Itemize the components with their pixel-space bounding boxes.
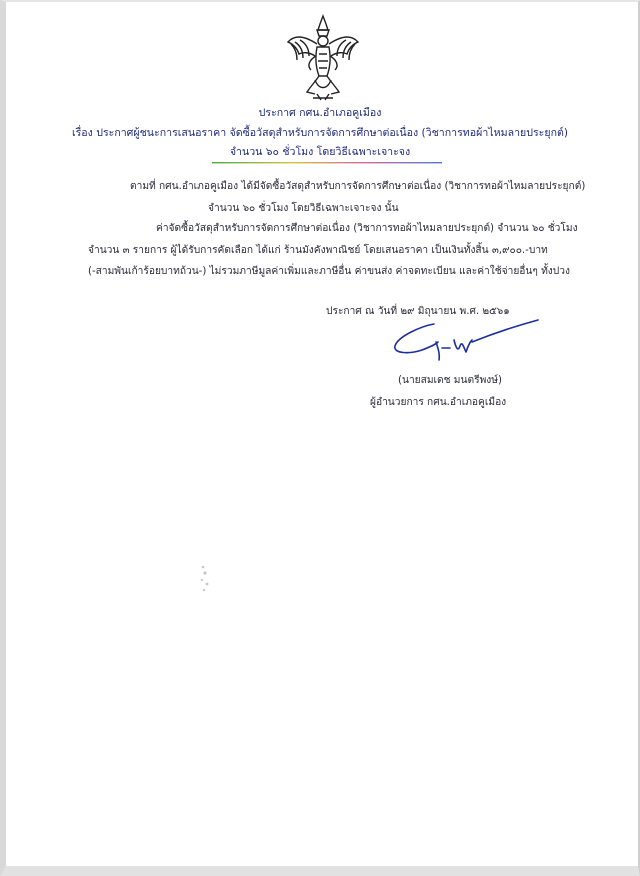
announcement-date: ประกาศ ณ วันที่ ๒๙ มิถุนายน พ.ศ. ๒๕๖๑ bbox=[326, 306, 510, 317]
decorative-divider bbox=[212, 161, 442, 165]
body-line-4: จำนวน ๓ รายการ ผู้ได้รับการคัดเลือก ได้แก่ ร้านมังคังพาณิชย์ โดยเสนอราคา เป็นเงินทั้งสิ้น ๓,๙๐๐.-บาท bbox=[88, 245, 548, 256]
body-line-1: ตามที่ กศน.อำเภอคูเมือง ได้มีจัดซื้อวัสดุสำหรับการจัดการศึกษาต่อเนื่อง (วิชาการทอผ้าไหมลายประยุกต์) bbox=[130, 181, 586, 192]
announcement-title: ประกาศ กศน.อำเภอคูเมือง bbox=[258, 107, 382, 119]
signatory-name: (นายสมเดช มนตรีพงษ์) bbox=[398, 375, 502, 386]
body-line-3: ค่าจัดซื้อวัสดุสำหรับการจัดการศึกษาต่อเนื่อง (วิชาการทอผ้าไหมลายประยุกต์) จำนวน ๖๐ ชั่วโมง bbox=[156, 223, 578, 234]
handwritten-signature bbox=[392, 318, 542, 364]
body-line-5: (-สามพันเก้าร้อยบาทถ้วน-) ไม่รวมภาษีมูลค่าเพิ่มและภาษีอื่น ค่าขนส่ง ค่าจดทะเบียน และค่าใช้จ่ายอื่นๆ ทั้งปวง bbox=[88, 266, 570, 277]
signatory-position: ผู้อำนวยการ กศน.อำเภอคูเมือง bbox=[370, 397, 507, 408]
body-line-2: จำนวน ๖๐ ชั่วโมง โดยวิธีเฉพาะเจาะจง นั้น bbox=[208, 203, 399, 214]
announcement-duration: จำนวน ๖๐ ชั่วโมง โดยวิธีเฉพาะเจาะจง bbox=[229, 146, 411, 158]
garuda-emblem-icon bbox=[285, 14, 361, 102]
announcement-subject: เรื่อง ประกาศผู้ชนะการเสนอราคา จัดซื้อวัสดุสำหรับการจัดการศึกษาต่อเนื่อง (วิชาการทอผ้าไหมลายประยุกต์) bbox=[72, 127, 568, 139]
scan-smudge bbox=[198, 563, 212, 593]
